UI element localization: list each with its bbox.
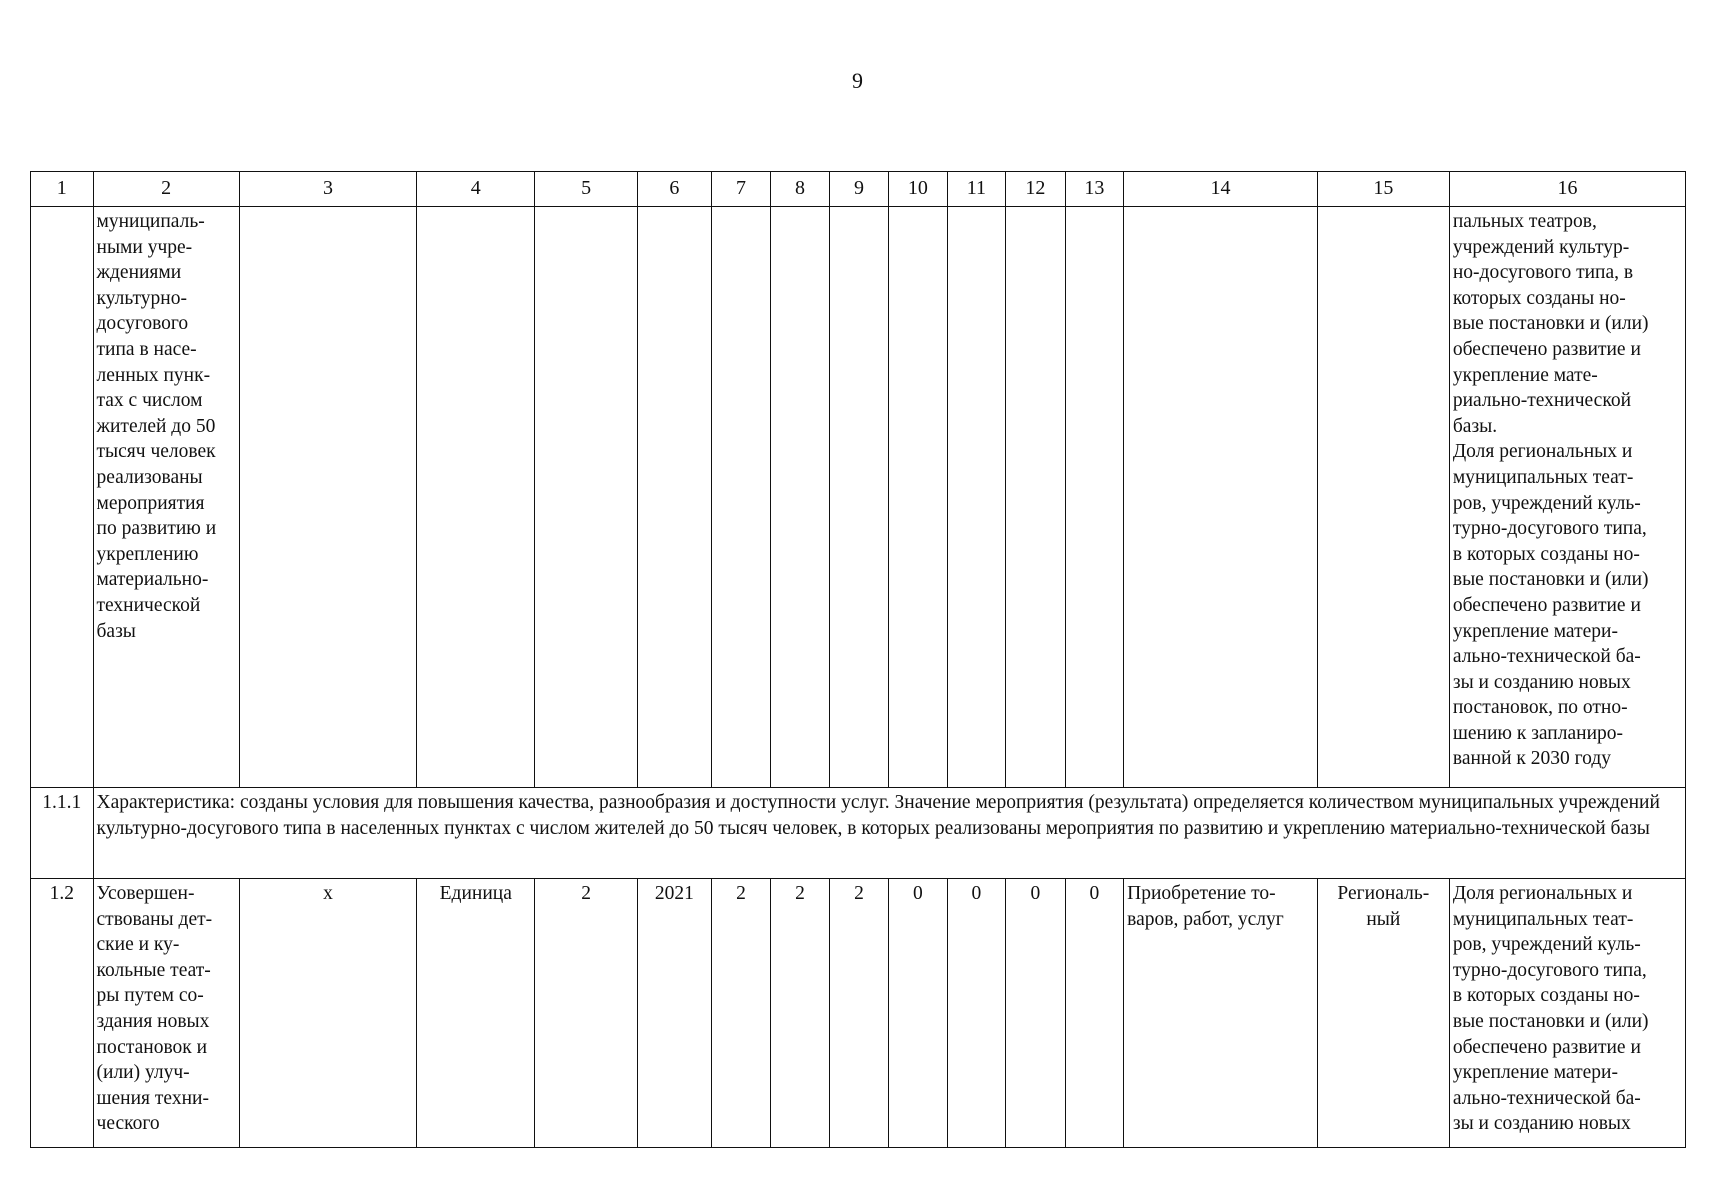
row1-col2-line: типа в насе- <box>96 338 197 360</box>
row3-col2-line: Усовершен- <box>96 883 195 904</box>
row1-col8 <box>771 207 829 788</box>
header-col-14: 14 <box>1124 172 1318 207</box>
row1-col16-line: муниципальных теат- <box>1452 466 1634 488</box>
header-col-9: 9 <box>829 172 889 207</box>
row1-col16-line: которых созданы но- <box>1452 287 1626 309</box>
row1-col16-line: базы. <box>1452 415 1498 437</box>
header-row <box>31 172 1686 207</box>
row3-col7: 2 <box>711 879 771 1148</box>
row3-col2-line: шения техни- <box>96 1087 209 1109</box>
row1-col2-line: ленных пунк- <box>96 364 211 386</box>
row3-col16 <box>1449 879 1685 1148</box>
row1-col7 <box>711 207 771 788</box>
row3-col16-line: вые постановки и (или) <box>1452 1010 1649 1032</box>
table-row <box>31 788 1686 879</box>
row1-col2-line: культурно- <box>96 287 187 309</box>
header-col-3: 3 <box>239 172 417 207</box>
row3-col16-line: ально-технической ба- <box>1452 1087 1641 1109</box>
row3-col2-line: здания новых <box>96 1010 210 1032</box>
row3-col2-line: ры путем со- <box>96 985 204 1007</box>
row3-col12: 0 <box>1006 879 1066 1148</box>
row3-col4: Единица <box>417 879 535 1148</box>
row1-col2-line: укреплению <box>96 543 199 565</box>
row1-col16-line: укрепление матери- <box>1452 620 1618 642</box>
row3-col9: 2 <box>829 879 889 1148</box>
header-col-12: 12 <box>1006 172 1066 207</box>
row2-number: 1.1.1 <box>31 788 94 879</box>
header-col-1: 1 <box>31 172 94 207</box>
row1-col16-line: в которых созданы но- <box>1452 543 1640 565</box>
row1-col16-line: обеспечено развитие и <box>1452 338 1641 360</box>
row1-col11 <box>947 207 1005 788</box>
row3-col2-line: постановок и <box>96 1036 208 1058</box>
row1-col2-line: материально- <box>96 569 209 591</box>
row1-col16-line: шению к запланиро- <box>1452 722 1623 744</box>
row1-col2-line: ными учре- <box>96 236 193 258</box>
row3-col16-line: турно-досугового типа, <box>1452 959 1647 981</box>
row1-col16-line: Доля региональных и <box>1452 441 1633 463</box>
row1-col2-line: реализованы <box>96 466 203 488</box>
row3-col15 <box>1317 879 1449 1148</box>
row3-col10: 0 <box>889 879 947 1148</box>
table-row <box>31 207 1686 788</box>
row3-col3: х <box>239 879 417 1148</box>
row1-col16-line: вые постановки и (или) <box>1452 313 1649 335</box>
row1-col16-line: зы и созданию новых <box>1452 671 1631 693</box>
page-number: 9 <box>852 68 863 93</box>
row1-col9 <box>829 207 889 788</box>
row3-col15-line: Региональ- <box>1337 883 1430 904</box>
row1-col16-line: постановок, по отно- <box>1452 697 1628 719</box>
row3-col11: 0 <box>947 879 1005 1148</box>
row1-col2-line: по развитию и <box>96 518 217 540</box>
header-col-7: 7 <box>711 172 771 207</box>
row1-col3 <box>239 207 417 788</box>
row1-col2-line: технической <box>96 594 201 616</box>
header-col-11: 11 <box>947 172 1005 207</box>
row3-col16-line: ров, учреждений куль- <box>1452 934 1641 956</box>
row1-col16-line: турно-досугового типа, <box>1452 518 1647 540</box>
header-col-4: 4 <box>417 172 535 207</box>
row3-col13: 0 <box>1065 879 1123 1148</box>
activities-table <box>30 171 1686 1148</box>
row1-col6 <box>638 207 712 788</box>
header-col-6: 6 <box>638 172 712 207</box>
row1-col16-line: укрепление мате- <box>1452 364 1598 386</box>
row1-col2-line: муниципаль- <box>96 211 205 232</box>
row1-col2-line: жителей до 50 <box>96 415 216 437</box>
header-col-16: 16 <box>1449 172 1685 207</box>
row3-col14-line: варов, работ, услуг <box>1127 908 1284 930</box>
header-col-8: 8 <box>771 172 829 207</box>
row3-col16-line: обеспечено развитие и <box>1452 1036 1641 1058</box>
row1-col16-line: риально-технической <box>1452 390 1632 412</box>
row3-col5: 2 <box>535 879 638 1148</box>
table-row <box>31 879 1686 1148</box>
header-col-10: 10 <box>889 172 947 207</box>
row1-col4 <box>417 207 535 788</box>
row3-col2-line: ствованы дет- <box>96 908 213 930</box>
row3-col16-line: укрепление матери- <box>1452 1062 1618 1084</box>
row3-col16-line: Доля региональных и <box>1452 883 1633 904</box>
row1-col1 <box>31 207 94 788</box>
row1-col16-line: ванной к 2030 году <box>1452 748 1612 770</box>
header-col-5: 5 <box>535 172 638 207</box>
row3-col14 <box>1124 879 1318 1148</box>
row3-col2-line: ские и ку- <box>96 934 180 956</box>
row1-col16-line: вые постановки и (или) <box>1452 569 1649 591</box>
row3-col14-line: Приобретение то- <box>1127 883 1276 904</box>
row3-col16-line: зы и созданию новых <box>1452 1113 1631 1135</box>
row3-col2-line: (или) улуч- <box>96 1062 190 1084</box>
row3-number: 1.2 <box>31 879 94 1148</box>
row3-col16-line: муниципальных теат- <box>1452 908 1634 930</box>
row1-col2-line: базы <box>96 620 136 642</box>
row1-col2-line: тах с числом <box>96 390 203 412</box>
row3-col16-line: в которых созданы но- <box>1452 985 1640 1007</box>
row1-col12 <box>1006 207 1066 788</box>
row1-col5 <box>535 207 638 788</box>
row3-col8: 2 <box>771 879 829 1148</box>
row1-col16-line: пальных театров, <box>1452 211 1597 232</box>
row1-col2-line: ждениями <box>96 262 182 284</box>
row1-col2-line: мероприятия <box>96 492 205 514</box>
row1-col15 <box>1317 207 1449 788</box>
row3-col2 <box>93 879 239 1148</box>
row1-col2 <box>93 207 239 788</box>
row1-col2-line: тысяч человек <box>96 441 216 463</box>
row1-col16-line: ров, учреждений куль- <box>1452 492 1641 514</box>
row1-col16-line: учреждений культур- <box>1452 236 1630 258</box>
header-col-2: 2 <box>93 172 239 207</box>
row1-col16-line: обеспечено развитие и <box>1452 594 1641 616</box>
row2-characteristic: Характеристика: созданы условия для повышения качества, разнообразия и доступности услуг. Значение мероприятия (результата) определяется количеством муниципальных учреждений культурно-досугового типа в населенных пунктах с числом жителей до 50 тысяч человек, в которых реализованы мероприятия по развитию и укреплению материально-технической базы <box>93 788 1685 879</box>
row1-col13 <box>1065 207 1123 788</box>
row1-col16-line: но-досугового типа, в <box>1452 262 1634 284</box>
row1-col10 <box>889 207 947 788</box>
row3-col2-line: кольные теат- <box>96 959 211 981</box>
row1-col14 <box>1124 207 1318 788</box>
row1-col16 <box>1449 207 1685 788</box>
row3-col6: 2021 <box>638 879 712 1148</box>
row3-col2-line: ческого <box>96 1113 160 1135</box>
header-col-13: 13 <box>1065 172 1123 207</box>
header-col-15: 15 <box>1317 172 1449 207</box>
row3-col15-line: ный <box>1366 908 1401 930</box>
row1-col2-line: досугового <box>96 313 189 335</box>
row1-col16-line: ально-технической ба- <box>1452 646 1641 668</box>
